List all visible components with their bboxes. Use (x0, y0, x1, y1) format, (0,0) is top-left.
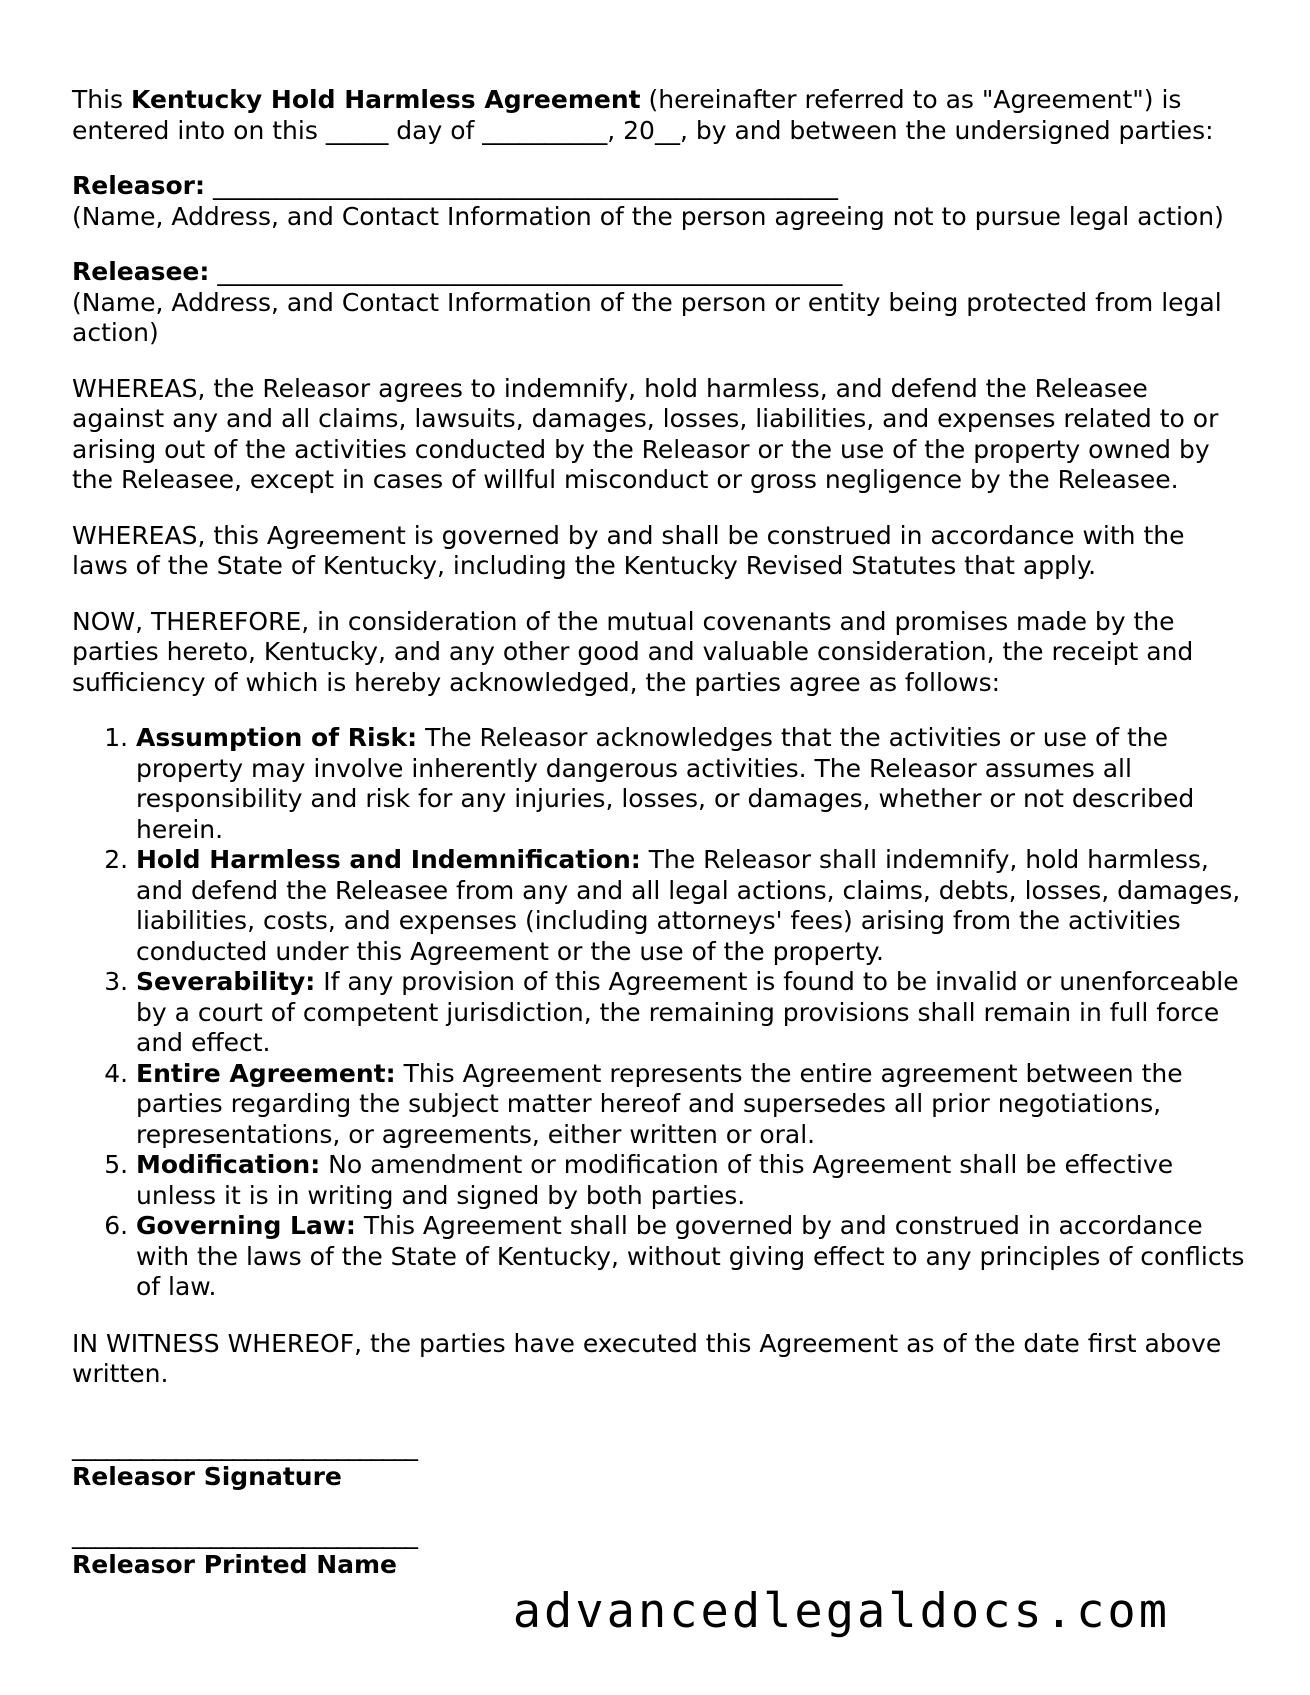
clause-text: If any provision of this Agreement is found to be invalid or unenforceable by a court of competent jurisdiction, the remaining provisions shall remain in full force and effect. (136, 967, 1239, 1057)
releasee-description: (Name, Address, and Contact Information of the person or entity being protected from legal action) (72, 287, 1222, 347)
clause-text: This Agreement represents the entire agreement between the parties regarding the subject matter hereof and supersedes all prior negotiations, representations, or agreements, either written or oral. (136, 1058, 1183, 1149)
clause-title: Governing Law: (136, 1211, 356, 1240)
signature-line: ______________________________ (72, 1431, 417, 1461)
clause-item (136, 1211, 1247, 1303)
signature-block-releasor-signature (72, 1432, 1247, 1493)
intro-prefix: This (72, 85, 132, 114)
releasor-line (72, 171, 1247, 202)
clause-item (136, 1059, 1247, 1151)
releasee-blank: __________________________________________________ (217, 257, 843, 286)
intro-paragraph (72, 85, 1247, 146)
clause-title: Modification: (136, 1150, 321, 1179)
whereas-paragraph-1: WHEREAS, the Releasor agrees to indemnify, hold harmless, and defend the Releasee against any and all claims, lawsuits, damages, losses, liabilities, and expenses related to or arising out of the activities conducted by the Releasor or the use of the property owned by the Releasee, except in cases of willful misconduct or gross negligence by the Releasee. (72, 373, 1219, 494)
signature-block-releasor-printed-name (72, 1520, 1247, 1581)
releasor-label: Releasor: (72, 171, 205, 200)
agreement-title: Kentucky Hold Harmless Agreement (131, 85, 641, 114)
clause-item (136, 967, 1247, 1059)
agreement-body (72, 85, 1247, 1581)
clause-text: No amendment or modification of this Agreement shall be effective unless it is in writing and signed by both parties. (136, 1150, 1174, 1210)
clause-title: Entire Agreement: (136, 1058, 396, 1088)
clause-title: Hold Harmless and Indemnification: (136, 845, 641, 874)
signature-line: ______________________________ (72, 1519, 417, 1549)
witness-paragraph: IN WITNESS WHEREOF, the parties have executed this Agreement as of the date first above written. (72, 1328, 1222, 1388)
clause-text: The Releasor shall indemnify, hold harmless, and defend the Releasee from any and all legal actions, claims, debts, losses, damages, liabilities, costs, and expenses (including attorneys' fees) arising from the activities conducted under this Agreement or the use of the property. (136, 845, 1241, 966)
releasee-label: Releasee: (72, 257, 210, 286)
clause-text: This Agreement shall be governed by and construed in accordance with the laws of the State of Kentucky, without giving effect to any principles of conflicts of law. (136, 1211, 1245, 1301)
clause-list (72, 723, 1247, 1303)
clause-item (136, 1150, 1247, 1211)
clause-text: The Releasor acknowledges that the activities or use of the property may involve inherently dangerous activities. The Releasor assumes all responsibility and risk for any injuries, losses, or damages, whether or not described herein. (136, 723, 1195, 844)
releasor-blank: __________________________________________________ (212, 171, 838, 200)
releasee-block (72, 257, 1247, 349)
clause-item (136, 723, 1247, 845)
releasor-description: (Name, Address, and Contact Information of the person agreeing not to pursue legal action) (72, 201, 1224, 231)
now-therefore-paragraph: NOW, THEREFORE, in consideration of the mutual covenants and promises made by the parties hereto, Kentucky, and any other good and valuable consideration, the receipt and sufficiency of which is hereby acknowledged, the parties agree as follows: (72, 606, 1194, 697)
releasee-line (72, 257, 1247, 288)
signature-label: Releasor Printed Name (72, 1550, 398, 1579)
clause-title: Assumption of Risk: (136, 723, 418, 752)
intro-suffix: (hereinafter referred to as "Agreement") is entered into on this _____ day of __________, 20__, by and between the undersigned parties: (72, 85, 1214, 145)
signature-label: Releasor Signature (72, 1462, 342, 1491)
watermark-text: advancedlegaldocs.com (512, 1584, 1170, 1639)
releasor-block (72, 171, 1247, 232)
whereas-paragraph-2: WHEREAS, this Agreement is governed by and shall be construed in accordance with the laws of the State of Kentucky, including the Kentucky Revised Statutes that apply. (72, 520, 1185, 580)
clause-item (136, 845, 1247, 967)
clause-title: Severability: (136, 967, 316, 996)
